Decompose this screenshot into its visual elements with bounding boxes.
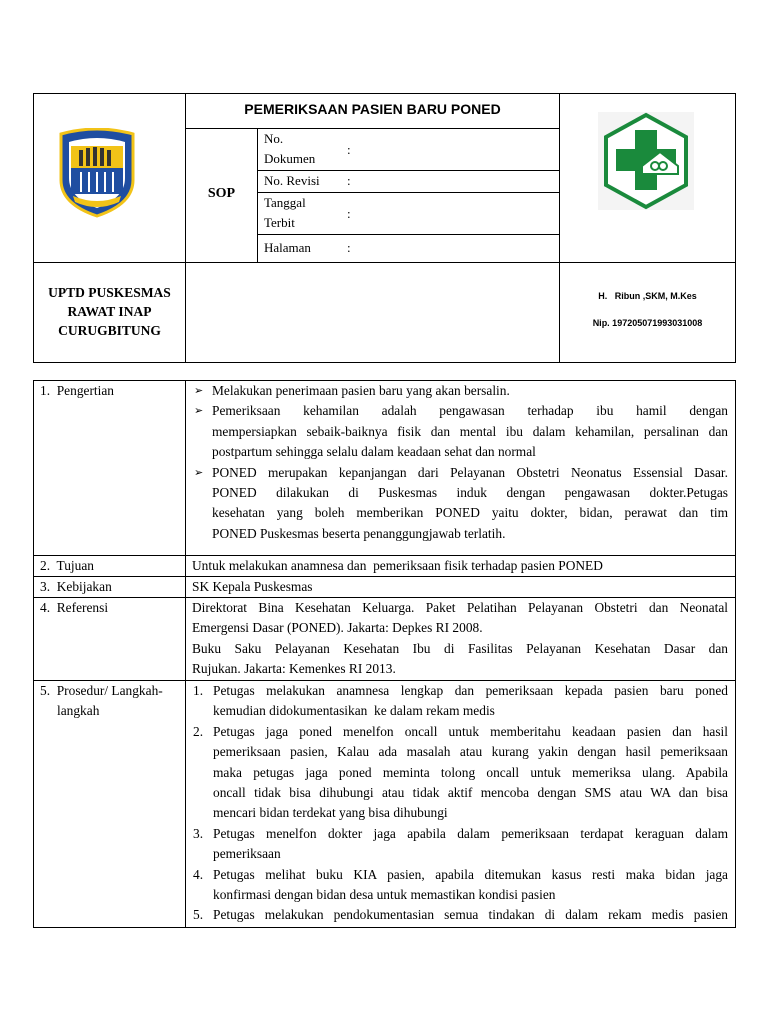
org-name-line2: RAWAT INAP bbox=[67, 304, 152, 319]
text-line: Buku Saku Pelayanan Kesehatan Ibu di Fasilitas Pelayanan Kesehatan Dasar dan bbox=[192, 640, 728, 656]
arrow-bullet-icon: ➢ bbox=[194, 466, 204, 479]
text-line: Direktorat Bina Kesehatan Keluarga. Paket Pelatihan Pelayanan Obstetri dan Neonatal bbox=[192, 600, 728, 615]
procedure-step bbox=[188, 824, 728, 865]
step-number: 2. bbox=[193, 723, 204, 739]
arrow-bullet-icon: ➢ bbox=[194, 405, 204, 418]
document-title: PEMERIKSAAN PASIEN BARU PONED bbox=[244, 101, 501, 117]
signatory-name: H. Ribun ,SKM, M.Kes bbox=[598, 291, 697, 301]
field-no-dokumen-label bbox=[264, 129, 344, 169]
text-line: pemeriksaan pasien, Kalau ada masalah atau kurang yakin dengan hasil pemeriksaan bbox=[213, 744, 728, 760]
field-label-line2: Dokumen bbox=[264, 151, 316, 166]
row-label-prosedur bbox=[40, 681, 163, 722]
text-line: Petugas menelfon dokter jaga apabila dalam pemeriksaan terdapat keraguan dalam bbox=[213, 825, 728, 841]
arrow-bullet-icon: ➢ bbox=[194, 385, 204, 397]
field-halaman-label: Halaman bbox=[264, 240, 311, 255]
text-line: Petugas melihat buku KIA pasien, apabila ditemukan kasus resti maka bidan jaga bbox=[213, 866, 728, 882]
field-tanggal-terbit-colon: : bbox=[347, 206, 351, 221]
row-label-tujuan: 2. Tujuan bbox=[40, 558, 94, 573]
org-name-line1: UPTD PUSKESMAS bbox=[48, 285, 171, 300]
field-label-line1: No. bbox=[264, 131, 284, 146]
field-no-revisi-colon: : bbox=[347, 173, 351, 188]
procedure-step bbox=[188, 905, 728, 925]
signatory-nip: Nip. 197205071993031008 bbox=[592, 318, 703, 328]
regency-crest-logo bbox=[57, 128, 137, 218]
field-no-dokumen-colon: : bbox=[347, 142, 351, 157]
step-number: 5. bbox=[193, 907, 204, 923]
procedure-step bbox=[188, 681, 728, 722]
puskesmas-cross-logo bbox=[598, 112, 694, 210]
field-halaman-colon: : bbox=[347, 240, 351, 255]
text-line: mempersiapkan sebaik-baiknya fisik dan mental ibu dalam kehamilan, persalinan dan bbox=[212, 423, 728, 439]
text-line: konfirmasi dengan bidan desa untuk memastikan kondisi pasien bbox=[213, 887, 556, 903]
org-name-line3: CURUGBITUNG bbox=[58, 323, 161, 338]
referensi-content bbox=[192, 598, 728, 680]
text-line: PONED Puskesmas beserta penanggungjawab terlatih. bbox=[212, 525, 506, 541]
pengertian-bullet bbox=[188, 401, 728, 462]
procedure-step bbox=[188, 865, 728, 906]
field-no-revisi-label: No. Revisi bbox=[264, 173, 320, 188]
text-line: Petugas jaga poned menelfon oncall untuk memberitahu keadaan pasien dan hasil bbox=[213, 723, 728, 739]
field-label-line1: Tanggal bbox=[264, 195, 306, 210]
row-label-referensi: 4. Referensi bbox=[40, 600, 109, 615]
text-line: kesehatan yang boleh memberikan PONED yaitu dokter, bidan, perawat dan tim bbox=[212, 505, 728, 521]
field-tanggal-terbit-label bbox=[264, 193, 344, 233]
procedure-step bbox=[188, 722, 728, 824]
step-number: 3. bbox=[193, 825, 204, 841]
tujuan-text: Untuk melakukan anamnesa dan pemeriksaan fisik terhadap pasien PONED bbox=[192, 558, 603, 573]
text-line: Pemeriksaan kehamilan adalah pengawasan terhadap ibu hamil dengan bbox=[212, 403, 728, 419]
row-label-pengertian: 1. Pengertian bbox=[40, 383, 115, 398]
row-label-kebijakan: 3. Kebijakan bbox=[40, 579, 112, 594]
text-line: mencari bidan terdekat yang bisa dihubungi bbox=[213, 805, 448, 821]
org-name bbox=[34, 283, 185, 340]
kebijakan-text: SK Kepala Puskesmas bbox=[192, 579, 313, 594]
pengertian-content bbox=[188, 381, 728, 544]
step-number: 1. bbox=[193, 683, 204, 698]
pengertian-bullet bbox=[188, 463, 728, 545]
label-line1: 5. Prosedur/ Langkah- bbox=[40, 683, 163, 698]
text-line: oncall tidak bisa dihubungi atau tidak aktif mencoba dengan SMS atau WA dan bisa bbox=[213, 785, 728, 801]
pengertian-bullet bbox=[188, 381, 728, 401]
text-line: maka petugas jaga poned meminta tolong oncall untuk memeriksa ulang. Apabila bbox=[213, 764, 728, 780]
text-line: PONED dilakukan di Puskesmas induk dengan pengawasan dokter.Petugas bbox=[212, 485, 728, 501]
sop-label: SOP bbox=[207, 186, 236, 201]
step-number: 4. bbox=[193, 866, 204, 882]
text-line: kemudian didokumentasikan ke dalam rekam medis bbox=[213, 703, 495, 719]
text-line: Emergensi Dasar (PONED). Jakarta: Depkes RI 2008. bbox=[192, 620, 483, 636]
label-line2: langkah bbox=[57, 703, 100, 719]
text-line: Melakukan penerimaan pasien baru yang akan bersalin. bbox=[212, 383, 510, 398]
text-line: Rujukan. Jakarta: Kemenkes RI 2013. bbox=[192, 661, 396, 677]
text-line: Petugas melakukan anamnesa lengkap dan pemeriksaan kepada pasien baru poned bbox=[213, 683, 728, 698]
text-line: Petugas melakukan pendokumentasian semua tindakan di dalam rekam medis pasien bbox=[213, 907, 728, 923]
text-line: postpartum sehingga selalu dalam keadaan sehat dan normal bbox=[212, 444, 536, 460]
prosedur-steps bbox=[188, 681, 728, 926]
text-line: pemeriksaan bbox=[213, 846, 281, 862]
text-line: PONED merupakan kepanjangan dari Pelayanan Obstetri Neonatus Essensial Dasar. bbox=[212, 464, 728, 480]
field-label-line2: Terbit bbox=[264, 215, 295, 230]
